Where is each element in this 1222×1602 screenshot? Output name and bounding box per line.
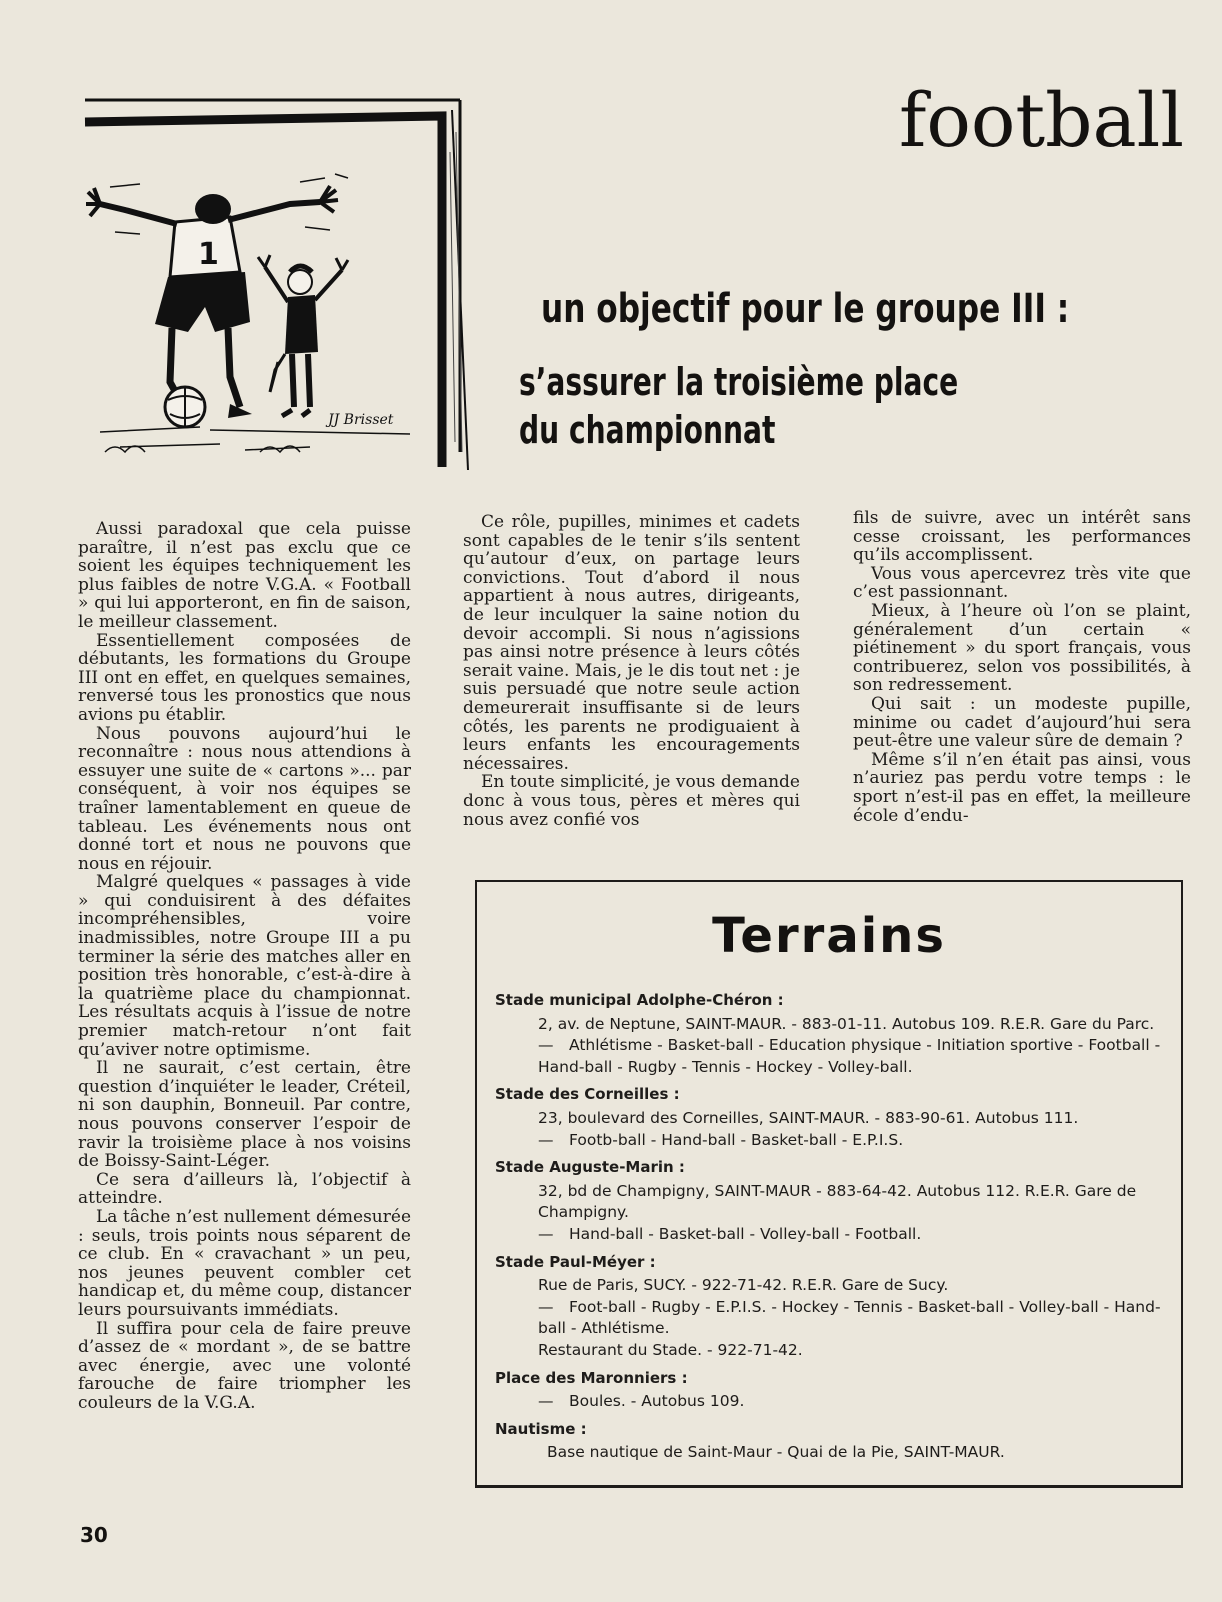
shirt-number: 1 <box>198 237 219 272</box>
paragraph: Malgré quelques « passages à vide » qui conduisirent à des défaites incompréhensibles, voire inadmissibles, notre Groupe III a pu terminer la série des matches aller en position très honorable, c’est-à-dire à la quatrième place du championnat. Les résultats acquis à l’issue de notre premier match-retour n’ont fait qu’aviver notre optimisme. <box>78 872 411 1060</box>
paragraph: fils de suivre, avec un intérêt sans cesse croissant, les performances qu’ils accomplissent. <box>853 508 1191 566</box>
paragraph: Même s’il n’en était pas ainsi, vous n’auriez pas perdu votre temps : le sport n’est-il pas en effet, la meilleure école d’endu- <box>853 749 1191 826</box>
subhead-line-1: s’assurer la troisième place <box>519 360 959 404</box>
paragraph: Mieux, à l’heure où l’on se plaint, généralement d’un certain « piétinement » du sport français, vous contribuerez, selon vos possibilités, à son redressement. <box>853 600 1191 696</box>
article-subhead <box>519 358 958 454</box>
venue-sports: — Hand-ball - Basket-ball - Volley-ball - Football. <box>538 1224 922 1243</box>
venue-address: 2, av. de Neptune, SAINT-MAUR. - 883-01-11. Autobus 109. R.E.R. Gare du Parc. <box>538 1014 1155 1033</box>
paragraph: Il ne saurait, c’est certain, être question d’inquiéter le leader, Créteil, ni son dauphin, Bonneuil. Par contre, nous pouvons conserver l’espoir de ravir la troisième place à nos voisins de Boissy-Saint-Léger. <box>78 1058 411 1172</box>
venue-maronniers <box>495 1368 1167 1413</box>
paragraph: La tâche n’est nullement démesurée : seuls, trois points nous séparent de ce club. En « cravachant » un peu, nos jeunes peuvent combler cet handicap et, du même coup, distancer leurs poursuivants immédiats. <box>78 1206 411 1320</box>
paragraph: Ce rôle, pupilles, minimes et cadets sont capables de le tenir s’ils sentent qu’autour d’eux, on partage leurs convictions. Tout d’abord il nous appartient à nous autres, dirigeants, de leur inculquer la saine notion du devoir accompli. Si nous n’agissions pas ainsi notre présence à leurs côtés serait vaine. Mais, je le dis tout net : je suis persuadé que notre seule action demeurerait insuffisante si de leurs côtés, les parents ne prodiguaient à leurs enfants les encouragements nécessaires. <box>463 512 800 774</box>
paragraph: Nous pouvons aujourd’hui le reconnaître : nous nous attendions à essuyer une suite de « cartons »... par conséquent, à voir nos équipes se traîner lamentablement en queue de tableau. Les événements nous ont donné tort et nous ne pouvons que nous en réjouir. <box>78 723 411 874</box>
venue-list <box>495 990 1167 1470</box>
article-column-1 <box>78 520 411 1413</box>
goalkeeper-cartoon <box>80 92 490 487</box>
article-column-3 <box>853 509 1191 825</box>
venue-extra: Restaurant du Stade. - 922-71-42. <box>538 1340 803 1359</box>
article-headline: un objectif pour le groupe III : <box>541 286 1070 332</box>
paragraph: En toute simplicité, je vous demande donc à vous tous, pères et mères qui nous avez confié vos <box>463 772 800 830</box>
venue-sports: — Athlétisme - Basket-ball - Education physique - Initiation sportive - Football - Hand-ball - Rugby - Tennis - Hockey - Volley-ball. <box>538 1036 1161 1076</box>
venue-name: Stade Auguste-Marin : <box>495 1158 685 1177</box>
section-title: football <box>898 78 1184 164</box>
venue-name: Stade Paul-Méyer : <box>495 1252 656 1271</box>
venue-adolphe-cheron <box>495 990 1167 1078</box>
venue-name: Place des Maronniers : <box>495 1368 688 1387</box>
venue-address: 23, boulevard des Corneilles, SAINT-MAUR. - 883-90-61. Autobus 111. <box>538 1108 1079 1127</box>
venue-paul-meyer <box>495 1252 1167 1362</box>
venue-nautisme <box>495 1419 1167 1464</box>
venue-address: Base nautique de Saint-Maur - Quai de la Pie, SAINT-MAUR. <box>547 1443 1005 1462</box>
paragraph: Aussi paradoxal que cela puisse paraître, il n’est pas exclu que ce soient les équipes techniquement les plus faibles de notre V.G.A. « Football » qui lui apporteront, en fin de saison, le meilleur classement. <box>78 519 411 632</box>
subhead-line-2: du championnat <box>519 408 776 452</box>
paragraph: Vous vous apercevrez très vite que c’est passionnant. <box>853 563 1191 603</box>
venue-sports: — Boules. - Autobus 109. <box>538 1392 745 1411</box>
paragraph: Essentiellement composées de débutants, les formations du Groupe III ont en effet, en quelques semaines, renversé tous les pronostics que nous avions pu établir. <box>78 630 411 725</box>
paragraph: Ce sera d’ailleurs là, l’objectif à atteindre. <box>78 1169 411 1209</box>
article-column-2 <box>463 513 800 829</box>
venue-name: Stade municipal Adolphe-Chéron : <box>495 991 784 1009</box>
venue-name: Stade des Corneilles : <box>495 1085 680 1104</box>
terrains-box <box>475 880 1183 1488</box>
page-number: 30 <box>80 1523 108 1547</box>
paragraph: Qui sait : un modeste pupille, minime ou cadet d’aujourd’hui sera peut-être une valeur sûre de demain ? <box>853 693 1191 752</box>
paragraph: Il suffira pour cela de faire preuve d’assez de « mordant », de se battre avec énergie, avec une volonté farouche de faire triompher les couleurs de la V.G.A. <box>78 1318 411 1413</box>
venue-corneilles <box>495 1084 1167 1151</box>
venue-address: Rue de Paris, SUCY. - 922-71-42. R.E.R. Gare de Sucy. <box>538 1276 949 1295</box>
venue-auguste-marin <box>495 1157 1167 1245</box>
venue-address: 32, bd de Champigny, SAINT-MAUR - 883-64-42. Autobus 112. R.E.R. Gare de Champigny. <box>538 1181 1137 1222</box>
terrains-title: Terrains <box>712 908 946 964</box>
venue-sports: — Footb-ball - Hand-ball - Basket-ball - E.P.I.S. <box>538 1130 904 1149</box>
cartoon-signature: JJ Brisset <box>328 412 394 428</box>
venue-sports: — Foot-ball - Rugby - E.P.I.S. - Hockey - Tennis - Basket-ball - Volley-ball - Hand-ball - Athlétisme. <box>538 1297 1161 1338</box>
venue-name: Nautisme : <box>495 1419 587 1438</box>
